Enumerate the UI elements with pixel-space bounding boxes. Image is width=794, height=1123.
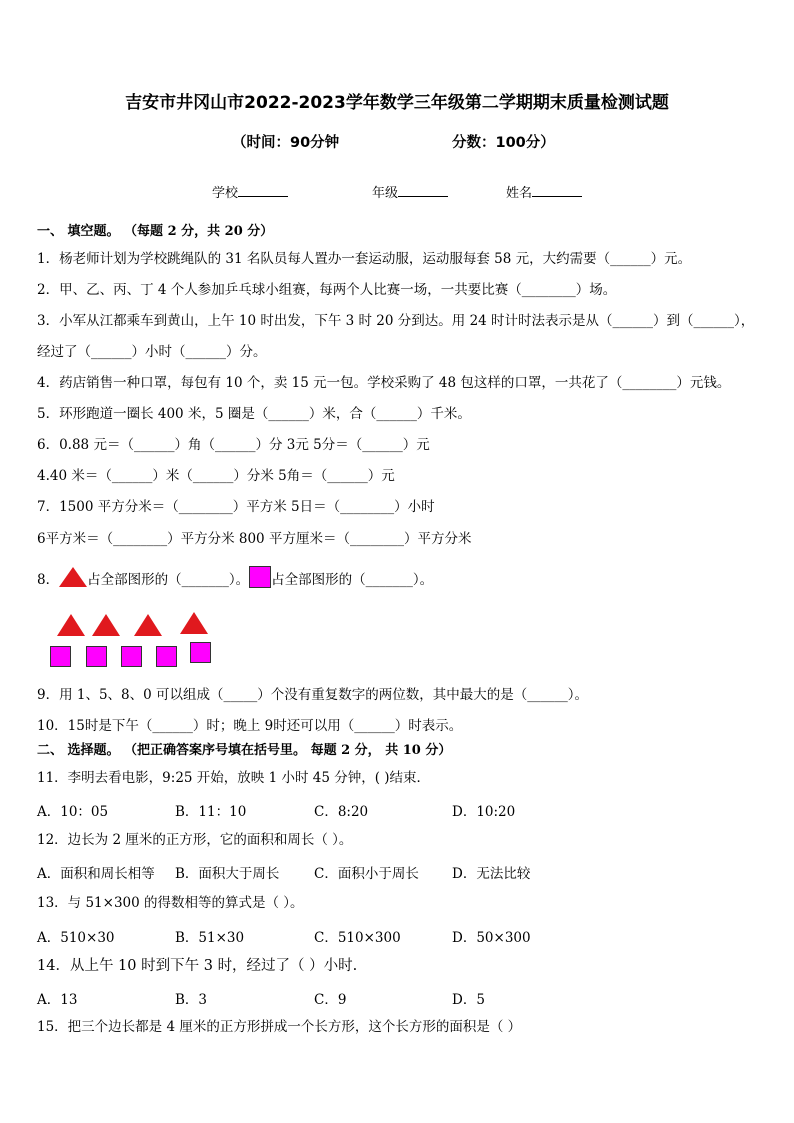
q13-option-a[interactable]: A．510×30: [37, 930, 115, 946]
q11-option-a[interactable]: A．10：05: [37, 804, 109, 820]
figure-triangle-icon: [92, 614, 120, 636]
question-6b: 4.40 米＝（______）米（______）分米 5角＝（______）元: [37, 468, 395, 484]
figure-square-icon: [190, 642, 211, 663]
school-blank[interactable]: [238, 184, 288, 197]
q11-option-b[interactable]: B．11：10: [175, 804, 247, 820]
question-13: 13．与 51×300 的得数相等的算式是（ ）。: [37, 895, 304, 911]
section1-heading: 一、 填空题。 （每题 2 分，共 20 分）: [37, 224, 274, 239]
question-6a: 6．0.88 元＝（______）角（______）分 3元 5分＝（______）元: [37, 437, 430, 453]
question-10: 10．15时是下午（______）时；晚上 9时还可以用（______）时表示。: [37, 718, 463, 734]
magenta-square-icon: [249, 566, 271, 588]
figure-triangle-icon: [134, 614, 162, 636]
name-blank[interactable]: [532, 184, 582, 197]
question-3b: 经过了（______）小时（______）分。: [37, 344, 267, 360]
question-1: 1．杨老师计划为学校跳绳队的 31 名队员每人置办一套运动服，运动服每套 58 元，大约需要（______）元。: [37, 251, 692, 267]
q13-option-b[interactable]: B．51×30: [175, 930, 245, 946]
q13-option-d[interactable]: D．50×300: [452, 930, 531, 946]
section2-heading: 二、 选择题。 （把正确答案序号填在括号里。 每题 2 分， 共 10 分）: [37, 743, 452, 758]
q14-option-a[interactable]: A．13: [37, 992, 78, 1008]
grade-blank[interactable]: [398, 184, 448, 197]
question-8: [37, 566, 433, 589]
q8-end: 占全部图形的（_______）。: [271, 572, 434, 588]
school-label: 学校: [212, 186, 239, 201]
figure-square-icon: [121, 646, 142, 667]
question-3a: 3．小军从江都乘车到黄山，上午 10 时出发，下午 3 时 20 分到达。用 24 时计时法表示是从（______）到（______），: [37, 313, 755, 329]
question-11: 11．李明去看电影，9:25 开始，放映 1 小时 45 分钟，( )结束．: [37, 770, 431, 786]
q8-prefix: 8．: [37, 572, 60, 588]
red-triangle-icon: [59, 567, 87, 587]
q12-option-d[interactable]: D．无法比较: [452, 866, 531, 882]
q14-option-b[interactable]: B．3: [175, 992, 208, 1008]
q12-option-b[interactable]: B．面积大于周长: [175, 866, 280, 882]
question-7b: 6平方米＝（________）平方分米 800 平方厘米＝（________）平方分米: [37, 531, 472, 547]
figure-triangle-icon: [180, 612, 208, 634]
question-14: 14．从上午 10 时到下午 3 时，经过了（ ）小时.: [37, 958, 358, 974]
school-field[interactable]: [212, 182, 288, 201]
question-12: 12．边长为 2 厘米的正方形，它的面积和周长（ ）。: [37, 832, 353, 848]
question-4: 4．药店销售一种口罩，每包有 10 个，卖 15 元一包。学校采购了 48 包这样的口罩，一共花了（________）元钱。: [37, 375, 731, 391]
figure-square-icon: [86, 646, 107, 667]
figure-square-icon: [50, 646, 71, 667]
q14-option-d[interactable]: D．5: [452, 992, 485, 1008]
figure-triangle-icon: [57, 614, 85, 636]
question-7a: 7．1500 平方分米＝（________）平方米 5日＝（________）小时: [37, 499, 435, 515]
figure-square-icon: [156, 646, 177, 667]
exam-score: 分数：100分）: [452, 135, 555, 151]
name-field[interactable]: [506, 182, 582, 201]
q11-option-d[interactable]: D．10:20: [452, 804, 516, 820]
exam-time: （时间：90分钟: [232, 135, 340, 151]
question-5: 5．环形跑道一圈长 400 米，5 圈是（______）米，合（______）千米。: [37, 406, 471, 422]
grade-field[interactable]: [372, 182, 448, 201]
question-9: 9．用 1、5、8、0 可以组成（_____）个没有重复数字的两位数，其中最大的是（______）。: [37, 687, 589, 703]
q11-option-c[interactable]: C．8:20: [314, 804, 369, 820]
q8-mid: 占全部图形的（_______）。: [87, 572, 250, 588]
q12-option-c[interactable]: C．面积小于周长: [314, 866, 419, 882]
question-15: 15．把三个边长都是 4 厘米的正方形拼成一个长方形，这个长方形的面积是（ ）: [37, 1019, 522, 1035]
q12-option-a[interactable]: A．面积和周长相等: [37, 866, 155, 882]
page-title: 吉安市井冈山市2022-2023学年数学三年级第二学期期末质量检测试题: [125, 93, 669, 113]
name-label: 姓名: [506, 186, 533, 201]
grade-label: 年级: [372, 186, 399, 201]
q14-option-c[interactable]: C．9: [314, 992, 347, 1008]
question-2: 2．甲、乙、丙、丁 4 个人参加乒乓球小组赛，每两个人比赛一场，一共要比赛（________）场。: [37, 282, 617, 298]
q13-option-c[interactable]: C．510×300: [314, 930, 401, 946]
